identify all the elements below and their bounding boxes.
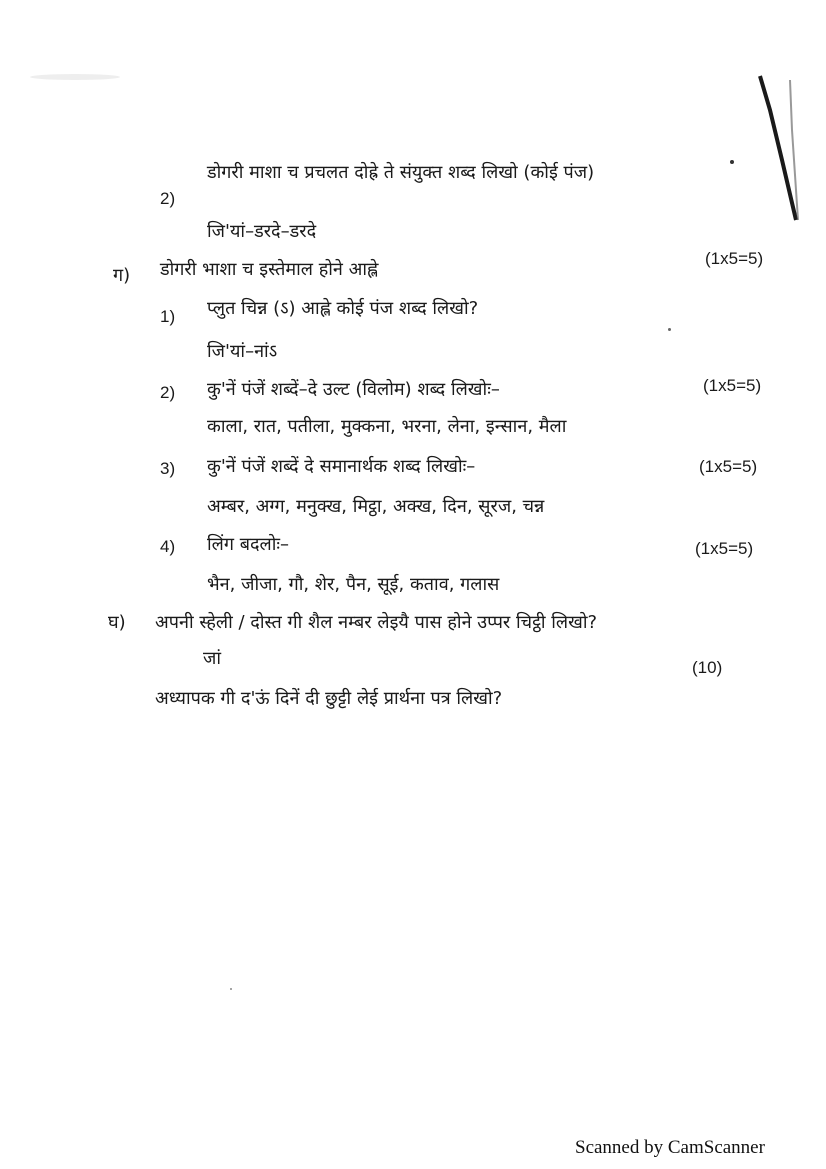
scan-dust-mark [30, 74, 120, 80]
section-label: घ) [108, 612, 126, 633]
scan-speck [668, 328, 671, 331]
marks-label: (1x5=5) [703, 376, 762, 395]
question-text: अपनी स्हेली / दोस्त गी शैल नम्बर लेइयै पास होने उप्पर चिट्ठी लिखो? [155, 612, 598, 633]
word-list: भैन, जीजा, गौ, शेर, पैन, सूई, कताव, गलास [207, 574, 500, 595]
section-label: ग) [113, 265, 131, 286]
section-heading: डोगरी भाशा च इस्तेमाल होने आह्ले [160, 259, 379, 280]
scan-speck [730, 160, 734, 164]
word-list: अम्बर, अग्ग, मनुक्ख, मिट्ठा, अक्ख, दिन, सूरज, चन्न [207, 496, 545, 517]
scanner-watermark: Scanned by CamScanner [575, 1137, 765, 1158]
question-text: कु'नें पंजें शब्दें–दे उल्ट (विलोम) शब्द लिखोः– [207, 379, 500, 400]
question-text: लिंग बदलोः– [207, 534, 290, 555]
example-text: जि'यां–डरदे–डरदे [207, 221, 317, 242]
marks-label: (1x5=5) [705, 249, 764, 268]
question-number: 2) [160, 383, 176, 402]
question-text: डोगरी माशा च प्रचलत दोह्रे ते संयुक्त शब्द लिखो (कोई पंज) [207, 162, 595, 183]
scan-edge-shadow [752, 70, 812, 230]
word-list: काला, रात, पतीला, मुक्कना, भरना, लेना, इन्सान, मैला [207, 416, 567, 437]
marks-label: (10) [692, 658, 723, 677]
question-text: कु'नें पंजें शब्दें दे समानार्थक शब्द लिखोः– [207, 456, 476, 477]
or-text: जां [203, 648, 222, 669]
question-text: प्लुत चिन्न (ऽ) आह्ले कोई पंज शब्द लिखो? [207, 298, 479, 319]
marks-label: (1x5=5) [695, 539, 754, 558]
marks-label: (1x5=5) [699, 457, 758, 476]
question-number: 4) [160, 537, 176, 556]
question-number: 1) [160, 307, 176, 326]
question-number: 2) [160, 189, 176, 208]
scan-speck [230, 988, 232, 990]
question-number: 3) [160, 459, 176, 478]
question-text: अध्यापक गी द'ऊं दिनें दी छुट्टी लेई प्रार्थना पत्र लिखो? [155, 688, 503, 709]
example-text: जि'यां–नांऽ [207, 341, 278, 362]
